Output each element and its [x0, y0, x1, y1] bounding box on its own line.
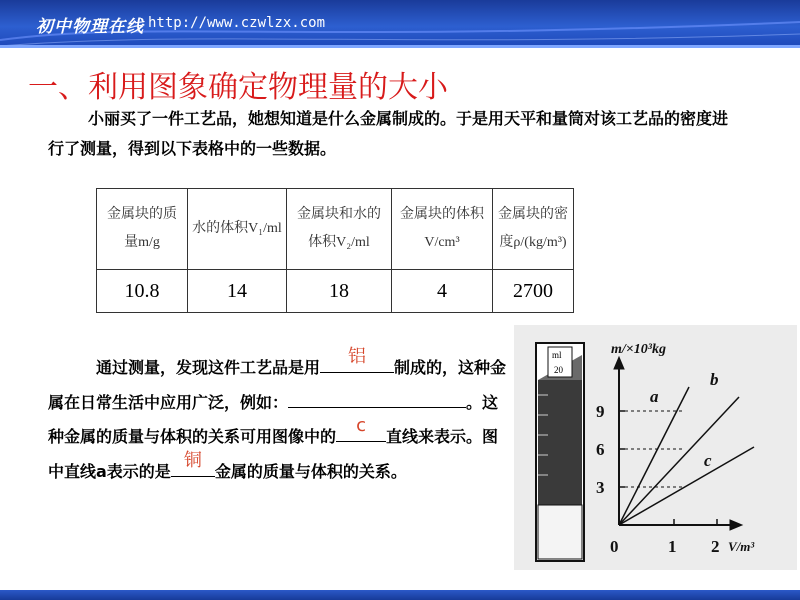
- answer-blank-example[interactable]: [288, 385, 466, 408]
- question-part-4: 直线来表示。图中直线a表示的是: [48, 427, 499, 481]
- header-density: 金属块的密度ρ/(kg/m³): [493, 189, 574, 270]
- answer-3: 铜: [183, 449, 202, 471]
- question-part-5: 金属的质量与体积的关系。: [214, 461, 407, 481]
- question-part-1: 通过测量，发现这件工艺品是用: [96, 358, 321, 377]
- cell-block-volume: 4: [392, 270, 493, 313]
- measurement-table: [96, 188, 574, 313]
- figure-svg: [514, 325, 797, 570]
- x-tick-1: 1: [668, 537, 677, 556]
- table-row: [97, 270, 574, 313]
- header-block-volume: 金属块的体积V/cm³: [392, 189, 493, 270]
- table-header-row: [97, 189, 574, 270]
- header-mass: 金属块的质量m/g: [97, 189, 188, 270]
- answer-blank-1[interactable]: [320, 346, 394, 373]
- y-axis-label: m/×10³kg: [611, 342, 666, 357]
- y-tick-3: 3: [596, 478, 605, 497]
- question-part-3: 。这种金属的质量与体积的关系可用图像中的: [48, 392, 499, 446]
- cell-water-volume: 14: [188, 270, 287, 313]
- header-water-volume: 水的体积V₁/ml: [188, 189, 287, 270]
- line-b: [619, 397, 739, 525]
- question-part-2: 制成的，这种金属在日常生活中应用广泛，例如：: [48, 358, 507, 412]
- y-tick-6: 6: [596, 440, 605, 459]
- cell-total-volume: 18: [287, 270, 392, 313]
- footer-bar: [0, 590, 800, 600]
- graph-ticks: [596, 402, 720, 556]
- cylinder-unit-label: ml: [552, 350, 562, 360]
- header-total-volume: 金属块和水的体积V₂/ml: [287, 189, 392, 270]
- line-c-label: c: [704, 451, 712, 470]
- cell-mass: 10.8: [97, 270, 188, 313]
- cell-density: 2700: [493, 270, 574, 313]
- x-axis-arrow: [730, 520, 742, 530]
- figure-panel: [514, 325, 797, 570]
- x-axis-label: V/m³: [728, 539, 755, 554]
- answer-1: 铝: [348, 346, 367, 367]
- graduated-cylinder: [536, 343, 584, 561]
- y-tick-9: 9: [596, 402, 605, 421]
- intro-paragraph: 小丽买了一件工艺品，她想知道是什么金属制成的。于是用天平和量筒对该工艺品的密度进行了测量，得到以下表格中的一些数据。: [48, 109, 729, 158]
- line-a-label: a: [650, 387, 659, 406]
- answer-2: c: [356, 415, 366, 436]
- x-tick-2: 2: [711, 537, 720, 556]
- header-banner: [0, 0, 800, 48]
- page-title: 一、利用图象确定物理量的大小: [28, 70, 448, 105]
- answer-blank-3[interactable]: [171, 449, 215, 477]
- question-paragraph: [48, 346, 508, 488]
- mass-volume-graph: [614, 357, 754, 530]
- y-axis-arrow: [614, 357, 624, 369]
- site-logo: 初中物理在线: [36, 17, 144, 37]
- site-url[interactable]: http://www.czwlzx.com: [148, 15, 326, 31]
- answer-blank-2[interactable]: [336, 415, 386, 442]
- line-b-label: b: [710, 370, 719, 389]
- x-tick-0: 0: [610, 537, 619, 556]
- cylinder-mark-label: 20: [554, 365, 563, 375]
